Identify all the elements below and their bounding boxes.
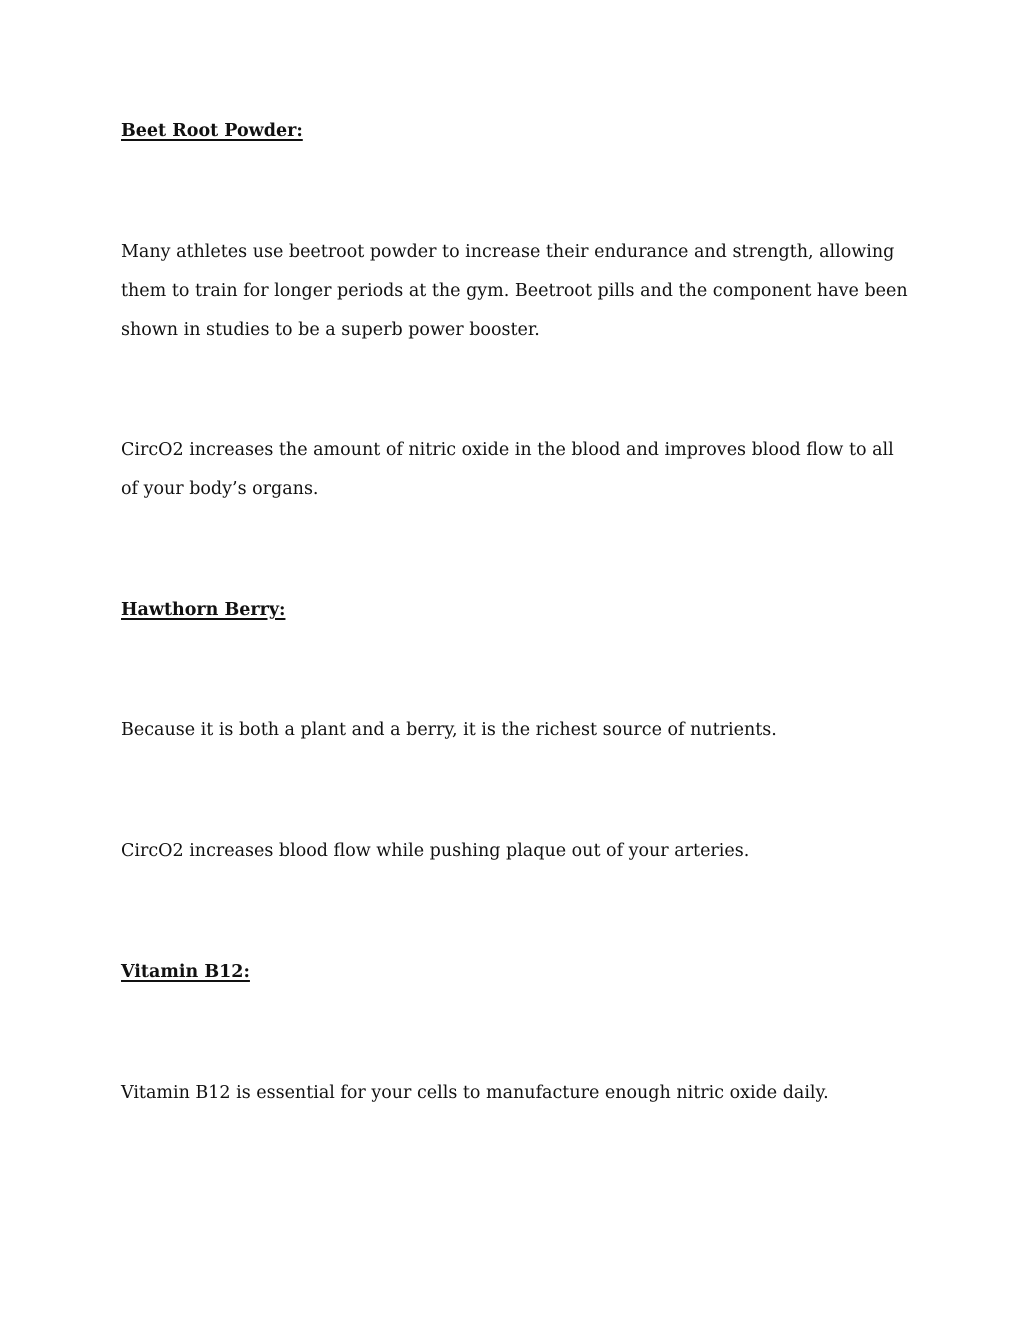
paragraph-circo2-nitric-oxide: CircO2 increases the amount of nitric oxide in the blood and improves blood flow to all of your body’s organs.: [121, 440, 894, 499]
section-heading-vitamin-b12: Vitamin B12:: [121, 962, 250, 982]
paragraph-hawthorn-nutrients: Because it is both a plant and a berry, it is the richest source of nutrients.: [121, 720, 777, 740]
paragraph-beetroot-athletes: Many athletes use beetroot powder to increase their endurance and strength, allowing them to train for longer periods at the gym. Beetroot pills and the component have been shown in studies to be a superb power booster.: [121, 242, 908, 340]
section-heading-beet-root-powder: Beet Root Powder:: [121, 121, 303, 141]
section-heading-hawthorn-berry: Hawthorn Berry:: [121, 600, 286, 620]
paragraph-circo2-blood-flow: CircO2 increases blood flow while pushing plaque out of your arteries.: [121, 841, 750, 861]
paragraph-vitamin-b12: Vitamin B12 is essential for your cells to manufacture enough nitric oxide daily.: [121, 1083, 829, 1103]
